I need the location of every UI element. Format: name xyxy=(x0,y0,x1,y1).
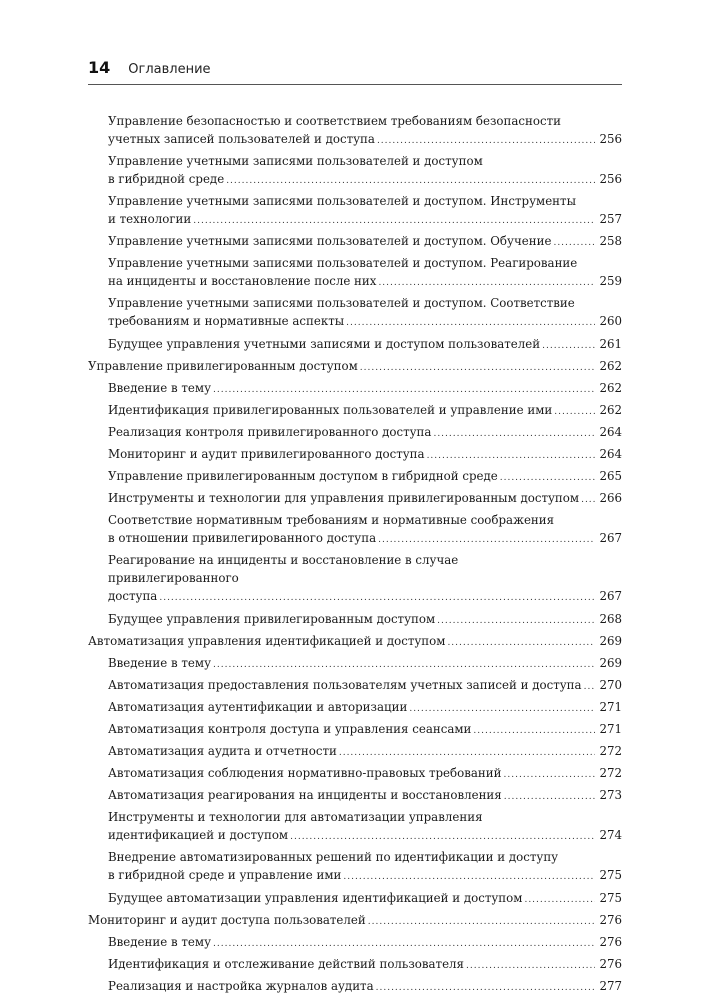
toc-subsection-entry[interactable] xyxy=(88,808,622,846)
toc-subsection-entry[interactable] xyxy=(88,511,622,549)
toc-entry-title-line: Будущее управления учетными записями и доступом пользователей xyxy=(108,336,541,351)
page-number: 14 xyxy=(88,58,111,77)
dot-leader xyxy=(500,469,595,487)
dot-leader xyxy=(213,656,595,674)
toc-page-number: 276 xyxy=(599,934,622,949)
toc-entry-title-line: Управление учетными записями пользователей и доступом. Соответствие xyxy=(108,296,575,311)
dot-leader xyxy=(193,212,595,230)
toc-entry-title-line: доступа xyxy=(108,589,158,604)
toc-entry-line xyxy=(108,445,622,465)
toc-entry-title-line: Управление учетными записями пользователей и доступом xyxy=(108,154,483,169)
dot-leader xyxy=(226,172,595,190)
dot-leader xyxy=(473,722,595,740)
toc-subsection-entry[interactable] xyxy=(88,698,622,718)
toc-entry-title-line: Реагирование на инциденты и восстановление в случае привилегированного xyxy=(108,553,459,586)
toc-entry-title-line: Управление учетными записями пользователей и доступом. Реагирование xyxy=(108,256,578,271)
toc-subsection-entry[interactable] xyxy=(88,720,622,740)
toc-page-number: 258 xyxy=(599,234,622,249)
toc-entry-line xyxy=(108,889,622,909)
toc-entry-line xyxy=(108,232,622,252)
toc-page-number: 259 xyxy=(599,274,622,289)
toc-page-number: 261 xyxy=(599,336,622,351)
toc-page-number: 277 xyxy=(599,978,622,993)
toc-entry-title-line: Управление привилегированным доступом в гибридной среде xyxy=(108,469,498,484)
toc-subsection-entry[interactable] xyxy=(88,335,622,355)
dot-leader xyxy=(368,913,595,931)
toc-page-number: 271 xyxy=(599,721,622,736)
toc-entry-title-line: Идентификация привилегированных пользователей и управление ими xyxy=(108,402,553,417)
toc-entry-title-line: Инструменты и технологии для автоматизации управления xyxy=(108,810,483,825)
toc-subsection-entry[interactable] xyxy=(88,848,622,886)
toc-subsection-entry[interactable] xyxy=(88,955,622,975)
toc-entry-title-line: Реализация и настройка журналов аудита xyxy=(108,978,374,993)
toc-entry-line xyxy=(108,312,622,332)
toc-entry-title-line: Введение в тему xyxy=(108,934,212,949)
toc-page-number: 257 xyxy=(599,212,622,227)
toc-entry-title-line: Автоматизация аутентификации и авторизации xyxy=(108,699,408,714)
toc-subsection-entry[interactable] xyxy=(88,551,622,607)
dot-leader xyxy=(159,589,595,607)
dot-leader xyxy=(554,403,595,421)
toc-entry-title-line: Внедрение автоматизированных решений по идентификации и доступу xyxy=(108,850,559,865)
dot-leader xyxy=(504,788,595,806)
dot-leader xyxy=(409,700,595,718)
dot-leader xyxy=(584,678,595,696)
toc-entry-title-line: в гибридной среде и управление ими xyxy=(108,868,342,883)
toc-entry-line xyxy=(108,272,622,292)
toc-entry-title-line: учетных записей пользователей и доступа xyxy=(108,132,375,146)
dot-leader xyxy=(376,979,595,997)
dot-leader xyxy=(542,337,595,355)
toc-entry-title-line: Управление безопасностью и соответствием требованиям безопасности xyxy=(108,114,561,128)
toc-page-number: 264 xyxy=(599,424,622,439)
toc-entry-line xyxy=(108,654,622,674)
toc-entry-line xyxy=(108,170,622,190)
dot-leader xyxy=(339,744,595,762)
toc-entry-title-line: Автоматизация предоставления пользователям учетных записей и доступа xyxy=(108,677,582,692)
toc-entry-title-line: Реализация контроля привилегированного доступа xyxy=(108,424,432,439)
toc-page-number: 269 xyxy=(599,655,622,670)
toc-page-number: 265 xyxy=(599,469,622,484)
toc-subsection-entry[interactable] xyxy=(88,445,622,465)
toc-entry-title-line: Автоматизация управления идентификацией и доступом xyxy=(88,633,446,648)
dot-leader xyxy=(524,891,595,909)
toc-entry-title-line: в гибридной среде xyxy=(108,172,225,187)
toc-entry-line xyxy=(108,467,622,487)
toc-subsection-entry[interactable] xyxy=(88,232,622,252)
dot-leader xyxy=(360,359,595,377)
toc-entry-title-line: Автоматизация контроля доступа и управления сеансами xyxy=(108,721,472,736)
toc-entry-title-line: Автоматизация соблюдения нормативно-правовых требований xyxy=(108,766,502,781)
toc-entry-line xyxy=(108,933,622,953)
toc-subsection-entry[interactable] xyxy=(88,889,622,909)
toc-page-number: 264 xyxy=(599,447,622,462)
toc-entry-title-line: Будущее управления привилегированным доступом xyxy=(108,611,436,626)
toc-entry-title-line: Соответствие нормативным требованиям и нормативные соображения xyxy=(108,513,555,528)
running-header-title: Оглавление xyxy=(128,62,211,77)
toc-entry-title-line: Мониторинг и аудит привилегированного доступа xyxy=(108,447,425,462)
toc-entry-title-line: в отношении привилегированного доступа xyxy=(108,531,377,546)
toc-entry-line xyxy=(108,676,622,696)
dot-leader xyxy=(433,425,595,443)
toc-subsection-entry[interactable] xyxy=(88,489,622,509)
toc-page-number: 274 xyxy=(599,828,622,843)
toc-entry-title-line: Автоматизация аудита и отчетности xyxy=(108,744,337,759)
toc-subsection-entry[interactable] xyxy=(88,294,622,332)
toc-page-number: 262 xyxy=(599,380,622,395)
dot-leader xyxy=(290,828,595,846)
toc-subsection-entry[interactable] xyxy=(88,933,622,953)
toc-entry-line xyxy=(108,335,622,355)
toc-entry-line xyxy=(108,210,622,230)
toc-entry-line xyxy=(108,866,622,886)
toc-entry-line xyxy=(108,379,622,399)
dot-leader xyxy=(343,868,595,886)
toc-page-number: 276 xyxy=(599,956,622,971)
toc-entry-line xyxy=(108,698,622,718)
dot-leader xyxy=(504,766,595,784)
toc-subsection-entry[interactable] xyxy=(88,467,622,487)
toc-entry-title-line: идентификацией и доступом xyxy=(108,828,289,843)
running-header xyxy=(88,58,622,80)
toc-subsection-entry[interactable] xyxy=(88,676,622,696)
toc-entry-title-line: Управление учетными записями пользователей и доступом. Обучение xyxy=(108,234,552,249)
dot-leader xyxy=(213,935,595,953)
toc-entry-title-line: Введение в тему xyxy=(108,655,212,670)
toc-page-number: 256 xyxy=(599,172,622,187)
toc-subsection-entry[interactable] xyxy=(88,764,622,784)
toc-subsection-entry[interactable] xyxy=(88,192,622,230)
toc-page-number: 268 xyxy=(599,611,622,626)
toc-page-number: 266 xyxy=(599,491,622,506)
toc-entry-line xyxy=(108,742,622,762)
dot-leader xyxy=(378,531,595,549)
toc-subsection-entry[interactable] xyxy=(88,786,622,806)
toc-subsection-entry[interactable] xyxy=(88,423,622,443)
toc-entry-title-line: на инциденты и восстановление после них xyxy=(108,274,377,289)
dot-leader xyxy=(213,381,595,399)
toc-subsection-entry[interactable] xyxy=(88,254,622,292)
dot-leader xyxy=(581,491,595,509)
toc-entry-title-line: Идентификация и отслеживание действий пользователя xyxy=(108,956,464,971)
toc-entry-line xyxy=(108,529,622,549)
toc-page-number: 276 xyxy=(599,912,622,927)
toc-page-number: 269 xyxy=(599,633,622,648)
toc-entry-line xyxy=(108,955,622,975)
dot-leader xyxy=(378,274,595,292)
toc-entry-title-line: требованиям и нормативные аспекты xyxy=(108,314,345,329)
dot-leader xyxy=(466,957,595,975)
toc-page-number: 267 xyxy=(599,589,622,604)
toc-section-entry[interactable] xyxy=(88,357,622,377)
toc-entry-title-line: и технологии xyxy=(108,212,192,227)
toc-page-number: 267 xyxy=(599,531,622,546)
toc-section-entry[interactable] xyxy=(88,911,622,931)
toc-entry-line xyxy=(108,401,622,421)
table-of-contents xyxy=(88,112,622,999)
toc-entry-line xyxy=(108,826,622,846)
toc-entry-title-line: Будущее автоматизации управления идентификацией и доступом xyxy=(108,890,523,905)
toc-entry-line xyxy=(108,130,622,150)
toc-entry-line xyxy=(108,489,622,509)
toc-entry-line xyxy=(108,764,622,784)
toc-subsection-entry[interactable] xyxy=(88,112,622,150)
toc-entry-line xyxy=(108,610,622,630)
toc-entry-line xyxy=(108,720,622,740)
dot-leader xyxy=(553,234,595,252)
toc-page-number: 272 xyxy=(599,744,622,759)
toc-entry-title-line: Автоматизация реагирования на инциденты и восстановления xyxy=(108,788,502,803)
dot-leader xyxy=(346,314,595,332)
toc-entry-title-line: Управление учетными записями пользователей и доступом. Инструменты xyxy=(108,194,576,209)
toc-subsection-entry[interactable] xyxy=(88,977,622,997)
toc-page-number: 275 xyxy=(599,890,622,905)
toc-page-number: 270 xyxy=(599,677,622,692)
dot-leader xyxy=(377,132,595,150)
toc-page-number: 262 xyxy=(599,358,622,373)
toc-entry-line xyxy=(108,977,622,997)
toc-page-number: 271 xyxy=(599,699,622,714)
toc-page-number: 260 xyxy=(599,314,622,329)
dot-leader xyxy=(427,447,595,465)
toc-subsection-entry[interactable] xyxy=(88,742,622,762)
toc-subsection-entry[interactable] xyxy=(88,401,622,421)
toc-entry-line xyxy=(108,786,622,806)
toc-entry-line xyxy=(88,632,622,652)
toc-page-number: 272 xyxy=(599,766,622,781)
toc-entry-title-line: Мониторинг и аудит доступа пользователей xyxy=(88,912,366,927)
dot-leader xyxy=(447,634,595,652)
toc-entry-line xyxy=(88,911,622,931)
toc-subsection-entry[interactable] xyxy=(88,152,622,190)
toc-subsection-entry[interactable] xyxy=(88,654,622,674)
toc-entry-line xyxy=(108,587,622,607)
toc-entry-title-line: Инструменты и технологии для управления привилегированным доступом xyxy=(108,491,580,506)
toc-section-entry[interactable] xyxy=(88,632,622,652)
dot-leader xyxy=(437,612,595,630)
toc-subsection-entry[interactable] xyxy=(88,610,622,630)
toc-entry-line xyxy=(88,357,622,377)
toc-page-number: 262 xyxy=(599,402,622,417)
toc-entry-title-line: Введение в тему xyxy=(108,380,212,395)
toc-page-number: 256 xyxy=(599,132,622,146)
toc-page-number: 273 xyxy=(599,788,622,803)
toc-entry-line xyxy=(108,423,622,443)
toc-subsection-entry[interactable] xyxy=(88,379,622,399)
toc-entry-title-line: Управление привилегированным доступом xyxy=(88,358,358,373)
header-rule xyxy=(88,84,622,85)
toc-page-number: 275 xyxy=(599,868,622,883)
